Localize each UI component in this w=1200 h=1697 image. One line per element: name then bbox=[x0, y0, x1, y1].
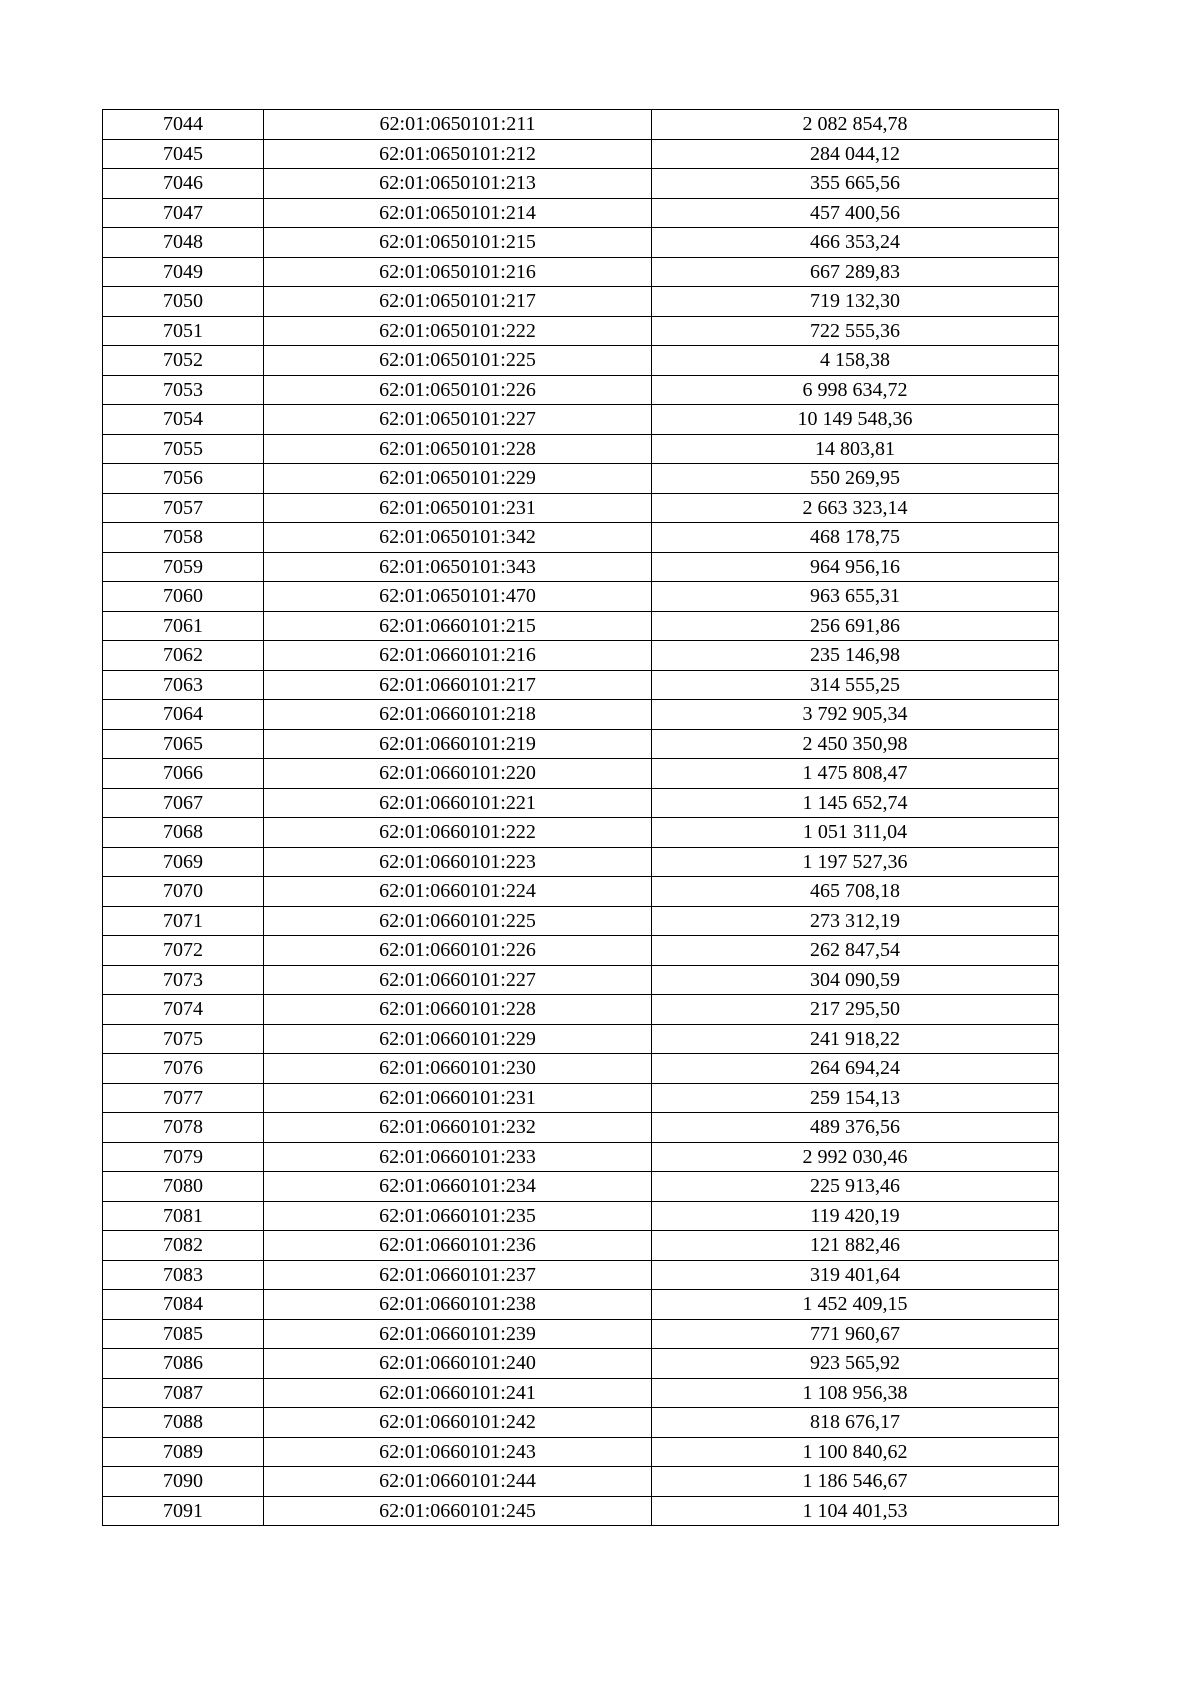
cadastral-number-cell: 62:01:0650101:342 bbox=[264, 523, 652, 553]
cadastral-value-cell: 719 132,30 bbox=[652, 287, 1059, 317]
cadastral-number-cell: 62:01:0660101:228 bbox=[264, 995, 652, 1025]
cadastral-value-cell: 963 655,31 bbox=[652, 582, 1059, 612]
cadastral-value-cell: 264 694,24 bbox=[652, 1054, 1059, 1084]
table-row bbox=[103, 139, 1059, 169]
cadastral-number-cell: 62:01:0660101:223 bbox=[264, 847, 652, 877]
cadastral-number-cell: 62:01:0660101:240 bbox=[264, 1349, 652, 1379]
cadastral-number-cell: 62:01:0650101:213 bbox=[264, 169, 652, 199]
cadastral-value-cell: 771 960,67 bbox=[652, 1319, 1059, 1349]
table-row bbox=[103, 1378, 1059, 1408]
cadastral-number-cell: 62:01:0650101:228 bbox=[264, 434, 652, 464]
row-number-cell: 7056 bbox=[103, 464, 264, 494]
cadastral-value-cell: 314 555,25 bbox=[652, 670, 1059, 700]
row-number-cell: 7057 bbox=[103, 493, 264, 523]
row-number-cell: 7047 bbox=[103, 198, 264, 228]
cadastral-value-cell: 1 108 956,38 bbox=[652, 1378, 1059, 1408]
table-row bbox=[103, 464, 1059, 494]
table-row bbox=[103, 434, 1059, 464]
table-row bbox=[103, 346, 1059, 376]
cadastral-value-cell: 2 992 030,46 bbox=[652, 1142, 1059, 1172]
row-number-cell: 7065 bbox=[103, 729, 264, 759]
table-row bbox=[103, 287, 1059, 317]
table-row bbox=[103, 1231, 1059, 1261]
cadastral-value-cell: 256 691,86 bbox=[652, 611, 1059, 641]
cadastral-number-cell: 62:01:0660101:229 bbox=[264, 1024, 652, 1054]
cadastral-number-cell: 62:01:0660101:222 bbox=[264, 818, 652, 848]
cadastral-value-cell: 259 154,13 bbox=[652, 1083, 1059, 1113]
cadastral-number-cell: 62:01:0650101:222 bbox=[264, 316, 652, 346]
cadastral-number-cell: 62:01:0650101:211 bbox=[264, 110, 652, 140]
cadastral-number-cell: 62:01:0650101:470 bbox=[264, 582, 652, 612]
cadastral-value-cell: 6 998 634,72 bbox=[652, 375, 1059, 405]
cadastral-number-cell: 62:01:0660101:235 bbox=[264, 1201, 652, 1231]
table-row bbox=[103, 670, 1059, 700]
cadastral-number-cell: 62:01:0660101:218 bbox=[264, 700, 652, 730]
table-row bbox=[103, 700, 1059, 730]
table-row bbox=[103, 316, 1059, 346]
cadastral-number-cell: 62:01:0660101:244 bbox=[264, 1467, 652, 1497]
cadastral-number-cell: 62:01:0660101:221 bbox=[264, 788, 652, 818]
table-row bbox=[103, 257, 1059, 287]
table-row bbox=[103, 965, 1059, 995]
cadastral-value-table bbox=[102, 109, 1059, 1526]
row-number-cell: 7064 bbox=[103, 700, 264, 730]
table-row bbox=[103, 641, 1059, 671]
cadastral-value-cell: 119 420,19 bbox=[652, 1201, 1059, 1231]
row-number-cell: 7067 bbox=[103, 788, 264, 818]
cadastral-number-cell: 62:01:0660101:232 bbox=[264, 1113, 652, 1143]
cadastral-number-cell: 62:01:0650101:231 bbox=[264, 493, 652, 523]
cadastral-number-cell: 62:01:0660101:220 bbox=[264, 759, 652, 789]
table-row bbox=[103, 1201, 1059, 1231]
table-row bbox=[103, 1408, 1059, 1438]
table-row bbox=[103, 1172, 1059, 1202]
cadastral-value-cell: 241 918,22 bbox=[652, 1024, 1059, 1054]
row-number-cell: 7045 bbox=[103, 139, 264, 169]
row-number-cell: 7077 bbox=[103, 1083, 264, 1113]
cadastral-value-cell: 923 565,92 bbox=[652, 1349, 1059, 1379]
table-row bbox=[103, 198, 1059, 228]
cadastral-value-cell: 1 186 546,67 bbox=[652, 1467, 1059, 1497]
row-number-cell: 7059 bbox=[103, 552, 264, 582]
cadastral-number-cell: 62:01:0650101:225 bbox=[264, 346, 652, 376]
cadastral-number-cell: 62:01:0650101:216 bbox=[264, 257, 652, 287]
row-number-cell: 7051 bbox=[103, 316, 264, 346]
cadastral-number-cell: 62:01:0660101:219 bbox=[264, 729, 652, 759]
cadastral-value-cell: 667 289,83 bbox=[652, 257, 1059, 287]
row-number-cell: 7044 bbox=[103, 110, 264, 140]
table-row bbox=[103, 169, 1059, 199]
table-row bbox=[103, 1319, 1059, 1349]
cadastral-number-cell: 62:01:0650101:217 bbox=[264, 287, 652, 317]
row-number-cell: 7071 bbox=[103, 906, 264, 936]
table-row bbox=[103, 877, 1059, 907]
row-number-cell: 7078 bbox=[103, 1113, 264, 1143]
row-number-cell: 7076 bbox=[103, 1054, 264, 1084]
cadastral-value-cell: 1 100 840,62 bbox=[652, 1437, 1059, 1467]
cadastral-value-cell: 468 178,75 bbox=[652, 523, 1059, 553]
cadastral-value-cell: 1 145 652,74 bbox=[652, 788, 1059, 818]
cadastral-number-cell: 62:01:0660101:217 bbox=[264, 670, 652, 700]
cadastral-value-cell: 235 146,98 bbox=[652, 641, 1059, 671]
cadastral-number-cell: 62:01:0660101:225 bbox=[264, 906, 652, 936]
row-number-cell: 7080 bbox=[103, 1172, 264, 1202]
row-number-cell: 7049 bbox=[103, 257, 264, 287]
cadastral-value-cell: 225 913,46 bbox=[652, 1172, 1059, 1202]
cadastral-value-cell: 1 452 409,15 bbox=[652, 1290, 1059, 1320]
cadastral-value-cell: 217 295,50 bbox=[652, 995, 1059, 1025]
row-number-cell: 7060 bbox=[103, 582, 264, 612]
cadastral-number-cell: 62:01:0660101:245 bbox=[264, 1496, 652, 1526]
row-number-cell: 7072 bbox=[103, 936, 264, 966]
cadastral-value-cell: 457 400,56 bbox=[652, 198, 1059, 228]
table-row bbox=[103, 582, 1059, 612]
cadastral-number-cell: 62:01:0650101:214 bbox=[264, 198, 652, 228]
row-number-cell: 7079 bbox=[103, 1142, 264, 1172]
table-row bbox=[103, 847, 1059, 877]
cadastral-number-cell: 62:01:0660101:239 bbox=[264, 1319, 652, 1349]
row-number-cell: 7091 bbox=[103, 1496, 264, 1526]
row-number-cell: 7053 bbox=[103, 375, 264, 405]
cadastral-value-cell: 284 044,12 bbox=[652, 139, 1059, 169]
cadastral-value-cell: 262 847,54 bbox=[652, 936, 1059, 966]
table-row bbox=[103, 493, 1059, 523]
row-number-cell: 7046 bbox=[103, 169, 264, 199]
cadastral-number-cell: 62:01:0650101:343 bbox=[264, 552, 652, 582]
cadastral-number-cell: 62:01:0650101:227 bbox=[264, 405, 652, 435]
cadastral-number-cell: 62:01:0660101:233 bbox=[264, 1142, 652, 1172]
row-number-cell: 7089 bbox=[103, 1437, 264, 1467]
table-row bbox=[103, 936, 1059, 966]
cadastral-value-cell: 550 269,95 bbox=[652, 464, 1059, 494]
row-number-cell: 7052 bbox=[103, 346, 264, 376]
table-row bbox=[103, 1142, 1059, 1172]
row-number-cell: 7087 bbox=[103, 1378, 264, 1408]
cadastral-value-cell: 2 663 323,14 bbox=[652, 493, 1059, 523]
table-row bbox=[103, 1054, 1059, 1084]
row-number-cell: 7069 bbox=[103, 847, 264, 877]
row-number-cell: 7074 bbox=[103, 995, 264, 1025]
row-number-cell: 7075 bbox=[103, 1024, 264, 1054]
row-number-cell: 7083 bbox=[103, 1260, 264, 1290]
cadastral-value-cell: 489 376,56 bbox=[652, 1113, 1059, 1143]
cadastral-number-cell: 62:01:0660101:226 bbox=[264, 936, 652, 966]
row-number-cell: 7048 bbox=[103, 228, 264, 258]
table-body bbox=[103, 110, 1059, 1526]
row-number-cell: 7073 bbox=[103, 965, 264, 995]
row-number-cell: 7063 bbox=[103, 670, 264, 700]
cadastral-value-cell: 355 665,56 bbox=[652, 169, 1059, 199]
cadastral-value-cell: 273 312,19 bbox=[652, 906, 1059, 936]
cadastral-value-cell: 722 555,36 bbox=[652, 316, 1059, 346]
row-number-cell: 7058 bbox=[103, 523, 264, 553]
row-number-cell: 7084 bbox=[103, 1290, 264, 1320]
cadastral-number-cell: 62:01:0660101:234 bbox=[264, 1172, 652, 1202]
table-row bbox=[103, 729, 1059, 759]
cadastral-number-cell: 62:01:0660101:238 bbox=[264, 1290, 652, 1320]
row-number-cell: 7090 bbox=[103, 1467, 264, 1497]
table-row bbox=[103, 906, 1059, 936]
table-row bbox=[103, 1024, 1059, 1054]
table-row bbox=[103, 110, 1059, 140]
row-number-cell: 7066 bbox=[103, 759, 264, 789]
row-number-cell: 7085 bbox=[103, 1319, 264, 1349]
cadastral-value-cell: 4 158,38 bbox=[652, 346, 1059, 376]
table-row bbox=[103, 1290, 1059, 1320]
cadastral-number-cell: 62:01:0650101:215 bbox=[264, 228, 652, 258]
cadastral-value-cell: 1 197 527,36 bbox=[652, 847, 1059, 877]
table-row bbox=[103, 611, 1059, 641]
cadastral-value-cell: 818 676,17 bbox=[652, 1408, 1059, 1438]
row-number-cell: 7086 bbox=[103, 1349, 264, 1379]
table-row bbox=[103, 523, 1059, 553]
table-row bbox=[103, 552, 1059, 582]
cadastral-number-cell: 62:01:0660101:242 bbox=[264, 1408, 652, 1438]
cadastral-value-cell: 14 803,81 bbox=[652, 434, 1059, 464]
cadastral-value-cell: 121 882,46 bbox=[652, 1231, 1059, 1261]
table-row bbox=[103, 375, 1059, 405]
cadastral-number-cell: 62:01:0660101:215 bbox=[264, 611, 652, 641]
cadastral-number-cell: 62:01:0660101:243 bbox=[264, 1437, 652, 1467]
cadastral-number-cell: 62:01:0660101:231 bbox=[264, 1083, 652, 1113]
cadastral-number-cell: 62:01:0660101:224 bbox=[264, 877, 652, 907]
row-number-cell: 7062 bbox=[103, 641, 264, 671]
cadastral-number-cell: 62:01:0650101:212 bbox=[264, 139, 652, 169]
row-number-cell: 7068 bbox=[103, 818, 264, 848]
table-row bbox=[103, 1113, 1059, 1143]
table-row bbox=[103, 1349, 1059, 1379]
cadastral-number-cell: 62:01:0660101:230 bbox=[264, 1054, 652, 1084]
row-number-cell: 7054 bbox=[103, 405, 264, 435]
cadastral-number-cell: 62:01:0660101:241 bbox=[264, 1378, 652, 1408]
row-number-cell: 7088 bbox=[103, 1408, 264, 1438]
table-row bbox=[103, 759, 1059, 789]
cadastral-value-cell: 2 082 854,78 bbox=[652, 110, 1059, 140]
table-row bbox=[103, 1260, 1059, 1290]
table-row bbox=[103, 228, 1059, 258]
cadastral-number-cell: 62:01:0660101:216 bbox=[264, 641, 652, 671]
row-number-cell: 7061 bbox=[103, 611, 264, 641]
cadastral-value-cell: 2 450 350,98 bbox=[652, 729, 1059, 759]
cadastral-value-cell: 466 353,24 bbox=[652, 228, 1059, 258]
row-number-cell: 7082 bbox=[103, 1231, 264, 1261]
cadastral-value-cell: 1 104 401,53 bbox=[652, 1496, 1059, 1526]
cadastral-value-cell: 304 090,59 bbox=[652, 965, 1059, 995]
table-row bbox=[103, 1083, 1059, 1113]
table-row bbox=[103, 1496, 1059, 1526]
cadastral-value-cell: 10 149 548,36 bbox=[652, 405, 1059, 435]
table-row bbox=[103, 1467, 1059, 1497]
cadastral-number-cell: 62:01:0660101:227 bbox=[264, 965, 652, 995]
cadastral-value-cell: 964 956,16 bbox=[652, 552, 1059, 582]
cadastral-value-cell: 1 475 808,47 bbox=[652, 759, 1059, 789]
row-number-cell: 7050 bbox=[103, 287, 264, 317]
row-number-cell: 7070 bbox=[103, 877, 264, 907]
cadastral-number-cell: 62:01:0650101:226 bbox=[264, 375, 652, 405]
table-row bbox=[103, 405, 1059, 435]
cadastral-value-cell: 1 051 311,04 bbox=[652, 818, 1059, 848]
cadastral-value-cell: 3 792 905,34 bbox=[652, 700, 1059, 730]
table-row bbox=[103, 788, 1059, 818]
cadastral-value-cell: 319 401,64 bbox=[652, 1260, 1059, 1290]
table-row bbox=[103, 1437, 1059, 1467]
row-number-cell: 7055 bbox=[103, 434, 264, 464]
cadastral-value-cell: 465 708,18 bbox=[652, 877, 1059, 907]
cadastral-number-cell: 62:01:0650101:229 bbox=[264, 464, 652, 494]
cadastral-number-cell: 62:01:0660101:236 bbox=[264, 1231, 652, 1261]
cadastral-number-cell: 62:01:0660101:237 bbox=[264, 1260, 652, 1290]
table-row bbox=[103, 818, 1059, 848]
row-number-cell: 7081 bbox=[103, 1201, 264, 1231]
table-row bbox=[103, 995, 1059, 1025]
